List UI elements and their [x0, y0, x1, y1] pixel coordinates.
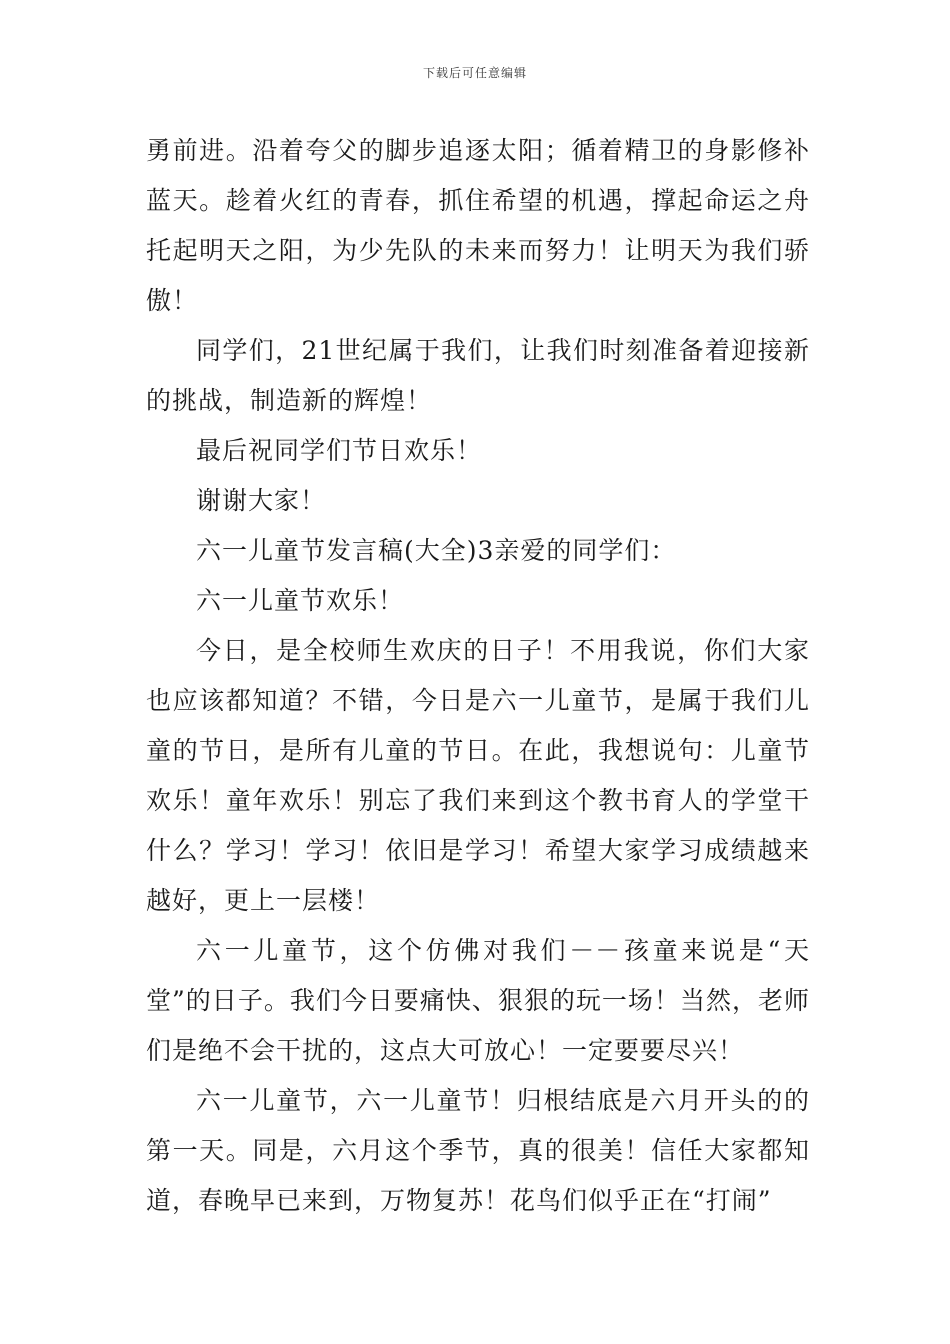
page-header: 下载后可任意编辑 [422, 66, 527, 80]
paragraph-4: 谢谢大家！ [196, 486, 327, 515]
paragraph-1: 勇前进。沿着夸父的脚步追逐太阳；循着精卫的身影修补蓝天。趁着火红的青春，抓住希望的机遇，撑起命运之舟托起明天之阳，为少先队的未来而努力！让明天为我们骄傲！ [146, 136, 810, 315]
paragraph-6: 六一儿童节欢乐！ [196, 586, 405, 615]
paragraph-8: 六一儿童节，这个仿佛对我们－－孩童来说是“天堂”的日子。我们今日要痛快、狠狠的玩一场！当然，老师们是绝不会干扰的，这点大可放心！一定要要尽兴！ [146, 936, 810, 1065]
paragraph-3: 最后祝同学们节日欢乐！ [196, 436, 483, 465]
paragraph-5: 六一儿童节发言稿(大全)3亲爱的同学们： [196, 536, 677, 565]
document-body [146, 126, 810, 1226]
paragraph-2: 同学们，21世纪属于我们，让我们时刻准备着迎接新的挑战，制造新的辉煌！ [146, 336, 810, 415]
paragraph-7: 今日，是全校师生欢庆的日子！不用我说，你们大家也应该都知道？不错，今日是六一儿童节，是属于我们儿童的节日，是所有儿童的节日。在此，我想说句：儿童节欢乐！童年欢乐！别忘了我们来到这个教书育人的学堂干什么？学习！学习！依旧是学习！希望大家学习成绩越来越好，更上一层楼！ [146, 636, 810, 915]
paragraph-9: 六一儿童节，六一儿童节！归根结底是六月开头的的第一天。同是，六月这个季节，真的很美！信任大家都知道，春晚早已来到，万物复苏！花鸟们似乎正在“打闹” [146, 1086, 810, 1215]
